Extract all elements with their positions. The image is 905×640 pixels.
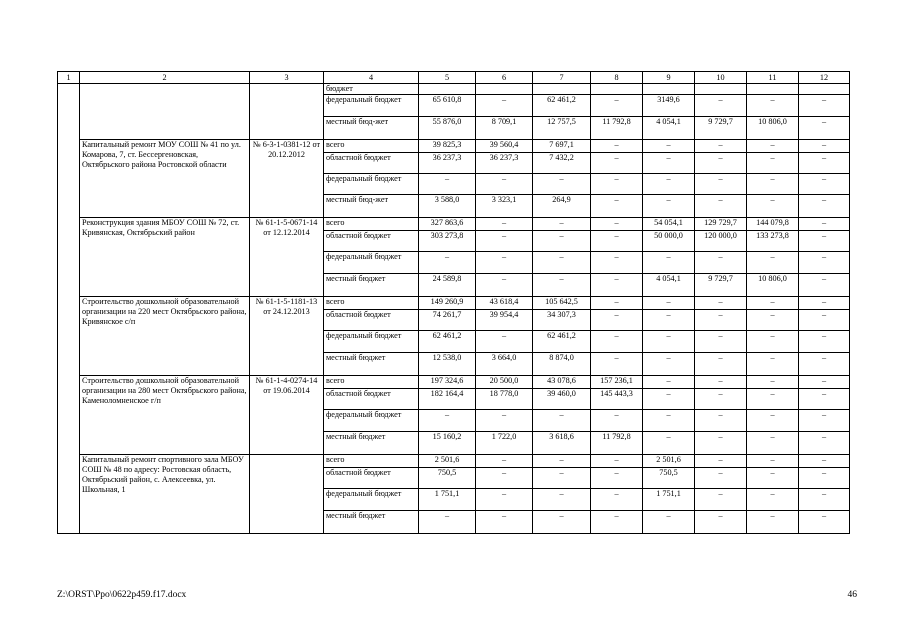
header-cell-11: 11 xyxy=(747,72,799,84)
budget-type-cell: федеральный бюджет xyxy=(324,174,419,195)
value-cell: – xyxy=(695,432,747,455)
value-cell: – xyxy=(747,195,799,218)
value-cell: – xyxy=(799,218,850,231)
value-cell: – xyxy=(533,231,591,252)
value-cell: 3 618,6 xyxy=(533,432,591,455)
value-cell: 55 876,0 xyxy=(419,117,476,140)
value-cell: 9 729,7 xyxy=(695,274,747,297)
registration-cell: № 61-1-4-0274-14 от 19.06.2014 xyxy=(250,376,324,455)
value-cell: – xyxy=(533,174,591,195)
value-cell: – xyxy=(747,174,799,195)
value-cell: 264,9 xyxy=(533,195,591,218)
value-cell: – xyxy=(695,195,747,218)
value-cell: 3 323,1 xyxy=(476,195,533,218)
value-cell: 129 729,7 xyxy=(695,218,747,231)
value-cell: 3 588,0 xyxy=(419,195,476,218)
registration-cell: № 61-1-5-1181-13 от 24.12.2013 xyxy=(250,297,324,376)
project-name-cell xyxy=(80,84,250,140)
value-cell: – xyxy=(747,297,799,310)
value-cell: – xyxy=(643,297,695,310)
value-cell: 4 054,1 xyxy=(643,117,695,140)
value-cell: 3 664,0 xyxy=(476,353,533,376)
budget-type-cell: всего xyxy=(324,140,419,153)
footer-file-path: Z:\ORST\Ppo\0622p459.f17.docx xyxy=(57,590,187,600)
value-cell: – xyxy=(747,353,799,376)
value-cell: – xyxy=(799,410,850,432)
value-cell xyxy=(419,84,476,95)
value-cell: 39 954,4 xyxy=(476,310,533,331)
value-cell: – xyxy=(747,432,799,455)
value-cell xyxy=(533,84,591,95)
value-cell: – xyxy=(747,252,799,274)
value-cell: – xyxy=(476,489,533,511)
value-cell: – xyxy=(591,195,643,218)
budget-type-cell: всего xyxy=(324,455,419,468)
table-row xyxy=(58,84,850,95)
value-cell: 303 273,8 xyxy=(419,231,476,252)
value-cell: 149 260,9 xyxy=(419,297,476,310)
value-cell: – xyxy=(591,468,643,489)
value-cell: – xyxy=(591,274,643,297)
registration-cell: № 6-3-1-0381-12 от 20.12.2012 xyxy=(250,140,324,218)
value-cell: 43 078,6 xyxy=(533,376,591,389)
value-cell: – xyxy=(476,174,533,195)
value-cell: – xyxy=(799,297,850,310)
value-cell: 7 432,2 xyxy=(533,153,591,174)
value-cell: 39 560,4 xyxy=(476,140,533,153)
value-cell: – xyxy=(799,389,850,410)
value-cell: 8 874,0 xyxy=(533,353,591,376)
value-cell: 145 443,3 xyxy=(591,389,643,410)
budget-type-cell: областной бюджет xyxy=(324,389,419,410)
value-cell: – xyxy=(799,231,850,252)
value-cell: – xyxy=(695,376,747,389)
value-cell: – xyxy=(533,410,591,432)
value-cell: 750,5 xyxy=(419,468,476,489)
value-cell: – xyxy=(476,410,533,432)
budget-type-cell: бюджет xyxy=(324,84,419,95)
project-name-cell: Строительство дошкольной образовательной организации на 280 мест Октябрьского района, Каменоломненское г/п xyxy=(80,376,250,455)
value-cell: 15 160,2 xyxy=(419,432,476,455)
value-cell xyxy=(695,84,747,95)
value-cell: – xyxy=(643,389,695,410)
value-cell: – xyxy=(643,174,695,195)
registration-cell xyxy=(250,455,324,534)
budget-type-cell: федеральный бюджет xyxy=(324,489,419,511)
value-cell: – xyxy=(591,455,643,468)
table-row xyxy=(58,140,850,153)
budget-type-cell: областной бюджет xyxy=(324,231,419,252)
value-cell: – xyxy=(476,455,533,468)
value-cell: – xyxy=(799,331,850,353)
value-cell: – xyxy=(533,468,591,489)
value-cell: – xyxy=(799,153,850,174)
value-cell: – xyxy=(419,511,476,534)
header-cell-2: 2 xyxy=(80,72,250,84)
value-cell: 1 751,1 xyxy=(419,489,476,511)
value-cell: – xyxy=(799,376,850,389)
value-cell: 4 054,1 xyxy=(643,274,695,297)
project-name-cell: Капитальный ремонт спортивного зала МБОУ СОШ № 48 по адресу: Ростовская область, Октябрьский район, с. Алексеевка, ул. Школьная, 1 xyxy=(80,455,250,534)
value-cell: – xyxy=(533,455,591,468)
value-cell: – xyxy=(643,153,695,174)
value-cell: – xyxy=(747,153,799,174)
value-cell: – xyxy=(533,218,591,231)
registration-cell: № 61-1-5-0671-14 от 12.12.2014 xyxy=(250,218,324,297)
value-cell: – xyxy=(476,252,533,274)
header-cell-8: 8 xyxy=(591,72,643,84)
value-cell: 20 500,0 xyxy=(476,376,533,389)
header-cell-1: 1 xyxy=(58,72,80,84)
value-cell: – xyxy=(695,252,747,274)
value-cell: 54 054,1 xyxy=(643,218,695,231)
value-cell: – xyxy=(747,468,799,489)
budget-type-cell: федеральный бюджет xyxy=(324,410,419,432)
budget-type-cell: областной бюджет xyxy=(324,310,419,331)
value-cell: – xyxy=(799,174,850,195)
value-cell: 65 610,8 xyxy=(419,95,476,117)
budget-type-cell: федеральный бюджет xyxy=(324,252,419,274)
value-cell: – xyxy=(799,274,850,297)
value-cell: 3149,6 xyxy=(643,95,695,117)
value-cell: – xyxy=(695,310,747,331)
budget-type-cell: областной бюджет xyxy=(324,153,419,174)
value-cell: – xyxy=(695,389,747,410)
value-cell: – xyxy=(695,331,747,353)
table-header xyxy=(58,72,850,84)
value-cell: – xyxy=(591,310,643,331)
value-cell: – xyxy=(695,489,747,511)
value-cell: 12 538,0 xyxy=(419,353,476,376)
value-cell: – xyxy=(799,140,850,153)
budget-type-cell: местный бюджет xyxy=(324,274,419,297)
value-cell: – xyxy=(747,489,799,511)
value-cell: 1 751,1 xyxy=(643,489,695,511)
value-cell: 11 792,8 xyxy=(591,117,643,140)
header-cell-7: 7 xyxy=(533,72,591,84)
budget-type-cell: местный бюд-жет xyxy=(324,117,419,140)
value-cell: – xyxy=(799,489,850,511)
header-cell-5: 5 xyxy=(419,72,476,84)
value-cell: 750,5 xyxy=(643,468,695,489)
value-cell: – xyxy=(476,468,533,489)
row-number-cell xyxy=(58,84,80,534)
value-cell: 182 164,4 xyxy=(419,389,476,410)
value-cell: – xyxy=(695,140,747,153)
value-cell: – xyxy=(643,140,695,153)
value-cell: – xyxy=(799,117,850,140)
value-cell: – xyxy=(799,252,850,274)
budget-type-cell: федеральный бюджет xyxy=(324,331,419,353)
budget-type-cell: всего xyxy=(324,376,419,389)
header-cell-6: 6 xyxy=(476,72,533,84)
value-cell: – xyxy=(476,511,533,534)
header-cell-4: 4 xyxy=(324,72,419,84)
value-cell: – xyxy=(591,140,643,153)
budget-table xyxy=(57,71,850,534)
value-cell: 2 501,6 xyxy=(643,455,695,468)
value-cell: – xyxy=(643,376,695,389)
value-cell: – xyxy=(747,331,799,353)
value-cell: – xyxy=(747,455,799,468)
table-row xyxy=(58,218,850,231)
value-cell: – xyxy=(419,410,476,432)
value-cell: 36 237,3 xyxy=(476,153,533,174)
project-name-cell: Реконструкция здания МБОУ СОШ № 72, ст. Кривянская, Октябрьский район xyxy=(80,218,250,297)
value-cell: – xyxy=(643,331,695,353)
header-cell-12: 12 xyxy=(799,72,850,84)
value-cell: – xyxy=(799,468,850,489)
value-cell: – xyxy=(799,95,850,117)
value-cell: – xyxy=(695,353,747,376)
value-cell: 62 461,2 xyxy=(419,331,476,353)
value-cell: – xyxy=(476,331,533,353)
value-cell xyxy=(643,84,695,95)
registration-cell xyxy=(250,84,324,140)
value-cell: 43 618,4 xyxy=(476,297,533,310)
value-cell: 1 722,0 xyxy=(476,432,533,455)
project-name-cell: Капитальный ремонт МОУ СОШ № 41 по ул. Комарова, 7, ст. Бессергеновская, Октябрьского района Ростовской области xyxy=(80,140,250,218)
value-cell: – xyxy=(419,252,476,274)
value-cell: – xyxy=(747,95,799,117)
value-cell: 120 000,0 xyxy=(695,231,747,252)
value-cell: – xyxy=(476,95,533,117)
value-cell: – xyxy=(799,353,850,376)
value-cell: 2 501,6 xyxy=(419,455,476,468)
header-cell-9: 9 xyxy=(643,72,695,84)
value-cell: – xyxy=(476,231,533,252)
value-cell: – xyxy=(747,310,799,331)
value-cell: – xyxy=(695,468,747,489)
value-cell: – xyxy=(747,389,799,410)
value-cell: – xyxy=(591,231,643,252)
budget-type-cell: всего xyxy=(324,297,419,310)
table-row xyxy=(58,376,850,389)
value-cell: – xyxy=(643,511,695,534)
budget-type-cell: федеральный бюджет xyxy=(324,95,419,117)
value-cell: 7 697,1 xyxy=(533,140,591,153)
value-cell: 10 806,0 xyxy=(747,117,799,140)
page-number: 46 xyxy=(847,590,857,600)
value-cell: – xyxy=(533,252,591,274)
table-row xyxy=(58,455,850,468)
value-cell: 12 757,5 xyxy=(533,117,591,140)
value-cell: – xyxy=(643,432,695,455)
value-cell: 9 729,7 xyxy=(695,117,747,140)
value-cell: – xyxy=(533,274,591,297)
project-name-cell: Строительство дошкольной образовательной организации на 220 мест Октябрьского района, Кривянское с/п xyxy=(80,297,250,376)
value-cell: 39 460,0 xyxy=(533,389,591,410)
value-cell: – xyxy=(591,153,643,174)
budget-type-cell: местный бюджет xyxy=(324,511,419,534)
value-cell: 36 237,3 xyxy=(419,153,476,174)
value-cell: – xyxy=(476,218,533,231)
value-cell: – xyxy=(591,489,643,511)
value-cell: – xyxy=(695,455,747,468)
value-cell: 74 261,7 xyxy=(419,310,476,331)
value-cell: – xyxy=(643,195,695,218)
value-cell: – xyxy=(591,297,643,310)
value-cell: – xyxy=(591,511,643,534)
value-cell: 133 273,8 xyxy=(747,231,799,252)
budget-type-cell: областной бюджет xyxy=(324,468,419,489)
value-cell: – xyxy=(419,174,476,195)
value-cell: – xyxy=(747,410,799,432)
value-cell: – xyxy=(533,511,591,534)
value-cell: 34 307,3 xyxy=(533,310,591,331)
value-cell: 105 642,5 xyxy=(533,297,591,310)
value-cell xyxy=(591,84,643,95)
value-cell: – xyxy=(643,410,695,432)
budget-type-cell: местный бюджет xyxy=(324,432,419,455)
value-cell: – xyxy=(799,310,850,331)
value-cell: 62 461,2 xyxy=(533,95,591,117)
value-cell: – xyxy=(747,140,799,153)
value-cell: – xyxy=(591,410,643,432)
table-row xyxy=(58,297,850,310)
header-cell-3: 3 xyxy=(250,72,324,84)
value-cell: – xyxy=(591,331,643,353)
value-cell: – xyxy=(799,195,850,218)
value-cell: 197 324,6 xyxy=(419,376,476,389)
value-cell: – xyxy=(695,511,747,534)
value-cell: 62 461,2 xyxy=(533,331,591,353)
value-cell: – xyxy=(533,489,591,511)
value-cell: 18 778,0 xyxy=(476,389,533,410)
value-cell: 39 825,3 xyxy=(419,140,476,153)
value-cell: – xyxy=(747,376,799,389)
value-cell: 8 709,1 xyxy=(476,117,533,140)
value-cell: – xyxy=(799,511,850,534)
value-cell: 24 589,8 xyxy=(419,274,476,297)
value-cell: 157 236,1 xyxy=(591,376,643,389)
value-cell: 10 806,0 xyxy=(747,274,799,297)
value-cell: 11 792,8 xyxy=(591,432,643,455)
value-cell xyxy=(747,84,799,95)
value-cell: – xyxy=(747,511,799,534)
value-cell: – xyxy=(799,432,850,455)
value-cell: – xyxy=(643,252,695,274)
value-cell: – xyxy=(643,353,695,376)
value-cell xyxy=(799,84,850,95)
value-cell: – xyxy=(591,95,643,117)
value-cell: – xyxy=(695,95,747,117)
budget-type-cell: местный бюд-жет xyxy=(324,195,419,218)
value-cell: 327 863,6 xyxy=(419,218,476,231)
table-body xyxy=(58,84,850,534)
value-cell: – xyxy=(799,455,850,468)
value-cell: – xyxy=(591,218,643,231)
budget-type-cell: местный бюджет xyxy=(324,353,419,376)
value-cell: – xyxy=(643,310,695,331)
value-cell: – xyxy=(591,353,643,376)
value-cell: – xyxy=(695,410,747,432)
value-cell: 144 079,8 xyxy=(747,218,799,231)
value-cell: – xyxy=(476,274,533,297)
value-cell: – xyxy=(591,174,643,195)
value-cell: – xyxy=(591,252,643,274)
value-cell: – xyxy=(695,174,747,195)
header-cell-10: 10 xyxy=(695,72,747,84)
value-cell xyxy=(476,84,533,95)
value-cell: – xyxy=(695,297,747,310)
value-cell: 50 000,0 xyxy=(643,231,695,252)
value-cell: – xyxy=(695,153,747,174)
budget-type-cell: всего xyxy=(324,218,419,231)
